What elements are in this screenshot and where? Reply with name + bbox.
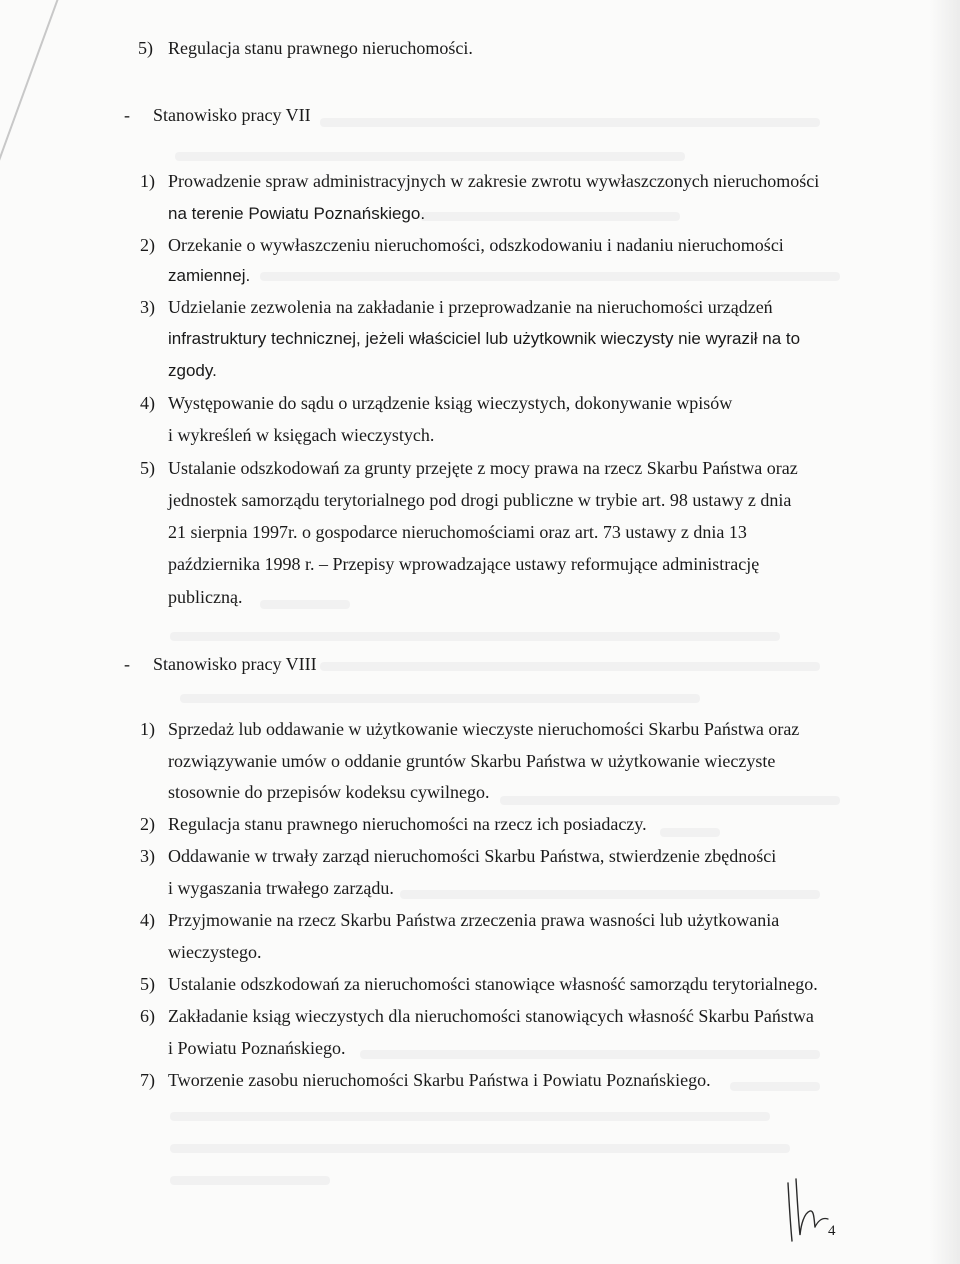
bleed-through-mark	[170, 1112, 770, 1121]
s7-item4-line1: Występowanie do sądu o urządzenie ksiąg wieczystych, dokonywanie wpisów	[168, 393, 733, 413]
s8-item1-line3: stosownie do przepisów kodeksu cywilnego.	[168, 782, 490, 802]
scan-edge-mark	[0, 0, 120, 230]
bleed-through-mark	[170, 1176, 330, 1185]
s8-item4-line2: wieczystego.	[168, 942, 262, 962]
intro-item-number: 5)	[138, 38, 153, 58]
s7-item5-number: 5)	[140, 458, 155, 478]
s8-item3-line2: i wygaszania trwałego zarządu.	[168, 878, 394, 898]
s8-item1-number: 1)	[140, 719, 155, 739]
bleed-through-mark	[730, 1082, 820, 1091]
section7-heading: Stanowisko pracy VII	[153, 105, 311, 125]
section8-bullet: -	[124, 654, 130, 674]
s7-item2-number: 2)	[140, 235, 155, 255]
s8-item6-number: 6)	[140, 1006, 155, 1026]
s8-item7-line1: Tworzenie zasobu nieruchomości Skarbu Państwa i Powiatu Poznańskiego.	[168, 1070, 711, 1090]
bleed-through-mark	[660, 828, 720, 837]
s8-item3-number: 3)	[140, 846, 155, 866]
s7-item4-line2: i wykreśleń w księgach wieczystych.	[168, 425, 435, 445]
s7-item4-number: 4)	[140, 393, 155, 413]
section7-bullet: -	[124, 105, 130, 125]
s7-item3-line1: Udzielanie zezwolenia na zakładanie i przeprowadzanie na nieruchomości urządzeń	[168, 297, 773, 317]
bleed-through-mark	[500, 796, 840, 805]
s7-item1-number: 1)	[140, 171, 155, 191]
bleed-through-mark	[320, 662, 820, 671]
s7-item5-line2: jednostek samorządu terytorialnego pod drogi publiczne w trybie art. 98 ustawy z dnia	[168, 490, 792, 510]
s8-item1-line1: Sprzedaż lub oddawanie w użytkowanie wieczyste nieruchomości Skarbu Państwa oraz	[168, 719, 800, 739]
s7-item5-line1: Ustalanie odszkodowań za grunty przejęte z mocy prawa na rzecz Skarbu Państwa oraz	[168, 458, 798, 478]
s8-item4-line1: Przyjmowanie na rzecz Skarbu Państwa zrzeczenia prawa wasności lub użytkowania	[168, 910, 780, 930]
s7-item1-line1: Prowadzenie spraw administracyjnych w zakresie zwrotu wywłaszczonych nieruchomości	[168, 171, 820, 191]
page-number: 4	[828, 1223, 836, 1239]
bleed-through-mark	[260, 600, 350, 609]
section8-heading: Stanowisko pracy VIII	[153, 654, 317, 674]
s7-item1-line2: na terenie Powiatu Poznańskiego.	[168, 204, 426, 223]
scan-margin-shade	[930, 0, 960, 1264]
bleed-through-mark	[420, 212, 680, 221]
s8-item6-line1: Zakładanie ksiąg wieczystych dla nieruchomości stanowiących własność Skarbu Państwa	[168, 1006, 814, 1026]
s8-item2-line1: Regulacja stanu prawnego nieruchomości na rzecz ich posiadaczy.	[168, 814, 647, 834]
bleed-through-mark	[260, 272, 840, 281]
bleed-through-mark	[400, 890, 820, 899]
s8-item5-number: 5)	[140, 974, 155, 994]
s8-item7-number: 7)	[140, 1070, 155, 1090]
s8-item1-line2: rozwiązywanie umów o oddanie gruntów Skarbu Państwa w użytkowanie wieczyste	[168, 751, 776, 771]
s7-item5-line3: 21 sierpnia 1997r. o gospodarce nieruchomościami oraz art. 73 ustawy z dnia 13	[168, 522, 747, 542]
s8-item3-line1: Oddawanie w trwały zarząd nieruchomości Skarbu Państwa, stwierdzenie zbędności	[168, 846, 777, 866]
bleed-through-mark	[170, 632, 780, 641]
s7-item5-line4: października 1998 r. – Przepisy wprowadzające ustawy reformujące administrację	[168, 554, 760, 574]
s8-item5-line1: Ustalanie odszkodowań za nieruchomości stanowiące własność samorządu terytorialnego.	[168, 974, 818, 994]
s7-item5-line5: publiczną.	[168, 587, 243, 607]
bleed-through-mark	[170, 1144, 790, 1153]
s7-item2-line1: Orzekanie o wywłaszczeniu nieruchomości, odszkodowaniu i nadaniu nieruchomości	[168, 235, 784, 255]
s7-item3-line3: zgody.	[168, 361, 217, 380]
s7-item2-line2: zamiennej.	[168, 266, 251, 285]
s8-item6-line2: i Powiatu Poznańskiego.	[168, 1038, 346, 1058]
bleed-through-mark	[320, 118, 820, 127]
intro-item-text: Regulacja stanu prawnego nieruchomości.	[168, 38, 473, 58]
s8-item4-number: 4)	[140, 910, 155, 930]
bleed-through-mark	[175, 152, 685, 161]
bleed-through-mark	[180, 694, 700, 703]
s7-item3-number: 3)	[140, 297, 155, 317]
s8-item2-number: 2)	[140, 814, 155, 834]
bleed-through-mark	[360, 1050, 820, 1059]
s7-item3-line2: infrastruktury technicznej, jeżeli właściciel lub użytkownik wieczysty nie wyraził na to	[168, 329, 801, 348]
